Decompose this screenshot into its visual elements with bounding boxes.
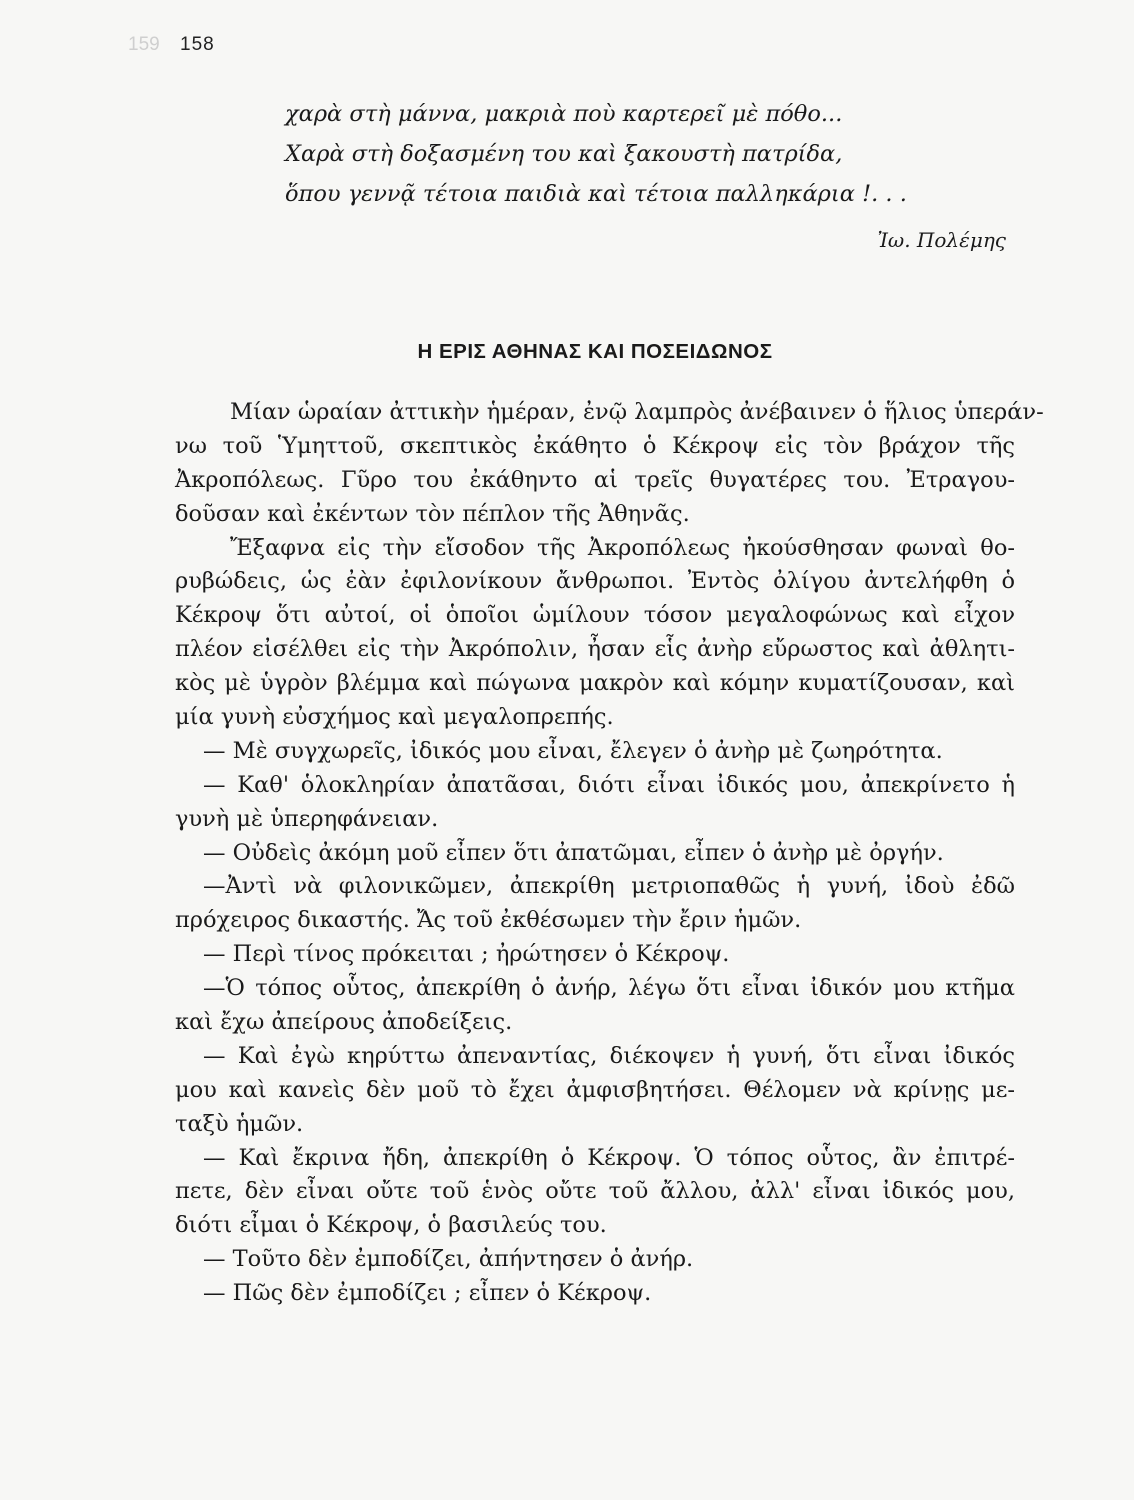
text-line: γυνὴ μὲ ὑπερηφάνειαν. [175, 805, 439, 832]
text-line: δοῦσαν καὶ ἐκέντων τὸν πέπλον τῆς Ἀθηνᾶς. [175, 500, 690, 527]
text-line: — Οὐδεὶς ἀκόμη μοῦ εἶπεν ὅτι ἀπατῶμαι, εἶπεν ὁ ἀνὴρ μὲ ὀργήν. [203, 839, 944, 866]
poem-excerpt [285, 94, 985, 214]
text-line: — Πῶς δὲν ἐμποδίζει ; εἶπεν ὁ Κέκροψ. [203, 1280, 652, 1307]
text-line: νω τοῦ Ὑμηττοῦ, σκεπτικὸς ἐκάθητο ὁ Κέκροψ εἰς τὸν βράχον τῆς [175, 432, 1015, 459]
text-line: κὸς μὲ ὑγρὸν βλέμμα καὶ πώγωνα μακρὸν καὶ κόμην κυματίζουσαν, καὶ [175, 670, 1015, 697]
poem-line: Χαρὰ στὴ δοξασμένη του καὶ ξακουστὴ πατρίδα, [285, 141, 843, 167]
article-title: Η ΕΡΙΣ ΑΘΗΝΑΣ ΚΑΙ ΠΟΣΕΙΔΩΝΟΣ [417, 340, 773, 363]
text-line: —Ὁ τόπος οὗτος, ἀπεκρίθη ὁ ἀνήρ, λέγω ὅτι εἶναι ἰδικόν μου κτῆμα [203, 975, 1015, 1002]
text-line: ταξὺ ἡμῶν. [175, 1110, 304, 1137]
poem-author: Ἰω. Πολέμης [877, 228, 1006, 252]
text-line: πρόχειρος δικαστής. Ἄς τοῦ ἐκθέσωμεν τὴν ἔριν ἡμῶν. [175, 907, 802, 934]
text-line: καὶ ἔχω ἀπείρους ἀποδείξεις. [175, 1009, 513, 1036]
text-line: —Ἀντὶ νὰ φιλονικῶμεν, ἀπεκρίθη μετριοπαθῶς ἡ γυνή, ἰδοὺ ἐδῶ [203, 873, 1015, 900]
text-line: — Καὶ ἐγὼ κηρύττω ἀπεναντίας, διέκοψεν ἡ γυνή, ὅτι εἶναι ἰδικός [203, 1042, 1015, 1069]
text-line: — Καὶ ἔκρινα ἤδη, ἀπεκρίθη ὁ Κέκροψ. Ὁ τόπος οὗτος, ἂν ἐπιτρέ- [203, 1144, 1015, 1171]
poem-line: ὅπου γεννᾷ τέτοια παιδιὰ καὶ τέτοια παλληκάρια !. . . [285, 181, 907, 207]
text-line: Κέκροψ ὅτι αὐτοί, οἱ ὁποῖοι ὡμίλουν τόσον μεγαλοφώνως καὶ εἶχον [175, 602, 1015, 629]
text-line: — Τοῦτο δὲν ἐμποδίζει, ἀπήντησεν ὁ ἀνήρ. [203, 1246, 694, 1273]
text-line: — Καθ' ὁλοκληρίαν ἀπατᾶσαι, διότι εἶναι ἰδικός μου, ἀπεκρίνετο ἡ [203, 771, 1015, 798]
text-line: — Μὲ συγχωρεῖς, ἰδικός μου εἶναι, ἔλεγεν ὁ ἀνὴρ μὲ ζωηρότητα. [203, 737, 943, 764]
text-line: — Περὶ τίνος πρόκειται ; ἠρώτησεν ὁ Κέκροψ. [203, 941, 730, 968]
text-line: διότι εἶμαι ὁ Κέκροψ, ὁ βασιλεύς του. [175, 1212, 607, 1239]
text-line: πετε, δὲν εἶναι οὔτε τοῦ ἑνὸς οὔτε τοῦ ἄλλου, ἀλλ' εἶναι ἰδικός μου, [175, 1178, 1015, 1205]
page-number: 158 [180, 34, 215, 55]
text-line: μου καὶ κανεὶς δὲν μοῦ τὸ ἔχει ἀμφισβητήσει. Θέλομεν νὰ κρίνῃς με- [175, 1076, 1015, 1103]
article-body [175, 396, 1044, 1311]
text-line: Ἔξαφνα εἰς τὴν εἴσοδον τῆς Ἀκροπόλεως ἠκούσθησαν φωναὶ θο- [230, 534, 1015, 561]
poem-line: χαρὰ στὴ μάννα, μακριὰ ποὺ καρτερεῖ μὲ πόθο... [285, 101, 843, 127]
text-line: μία γυνὴ εὐσχήμος καὶ μεγαλοπρεπής. [175, 704, 614, 731]
bleed-through-page-number: 159 [128, 34, 160, 55]
text-line: Ἀκροπόλεως. Γῦρο του ἐκάθηντο αἱ τρεῖς θυγατέρες του. Ἐτραγου- [175, 466, 1015, 493]
text-line: πλέον εἰσέλθει εἰς τὴν Ἀκρόπολιν, ἦσαν εἷς ἀνὴρ εὔρωστος καὶ ἀθλητι- [175, 636, 1015, 663]
text-line: Μίαν ὡραίαν ἀττικὴν ἡμέραν, ἐνῷ λαμπρὸς ἀνέβαινεν ὁ ἥλιος ὑπεράν- [230, 399, 1044, 425]
text-line: ρυβώδεις, ὡς ἐὰν ἐφιλονίκουν ἄνθρωποι. Ἐντὸς ὀλίγου ἀντελήφθη ὁ [175, 568, 1015, 595]
